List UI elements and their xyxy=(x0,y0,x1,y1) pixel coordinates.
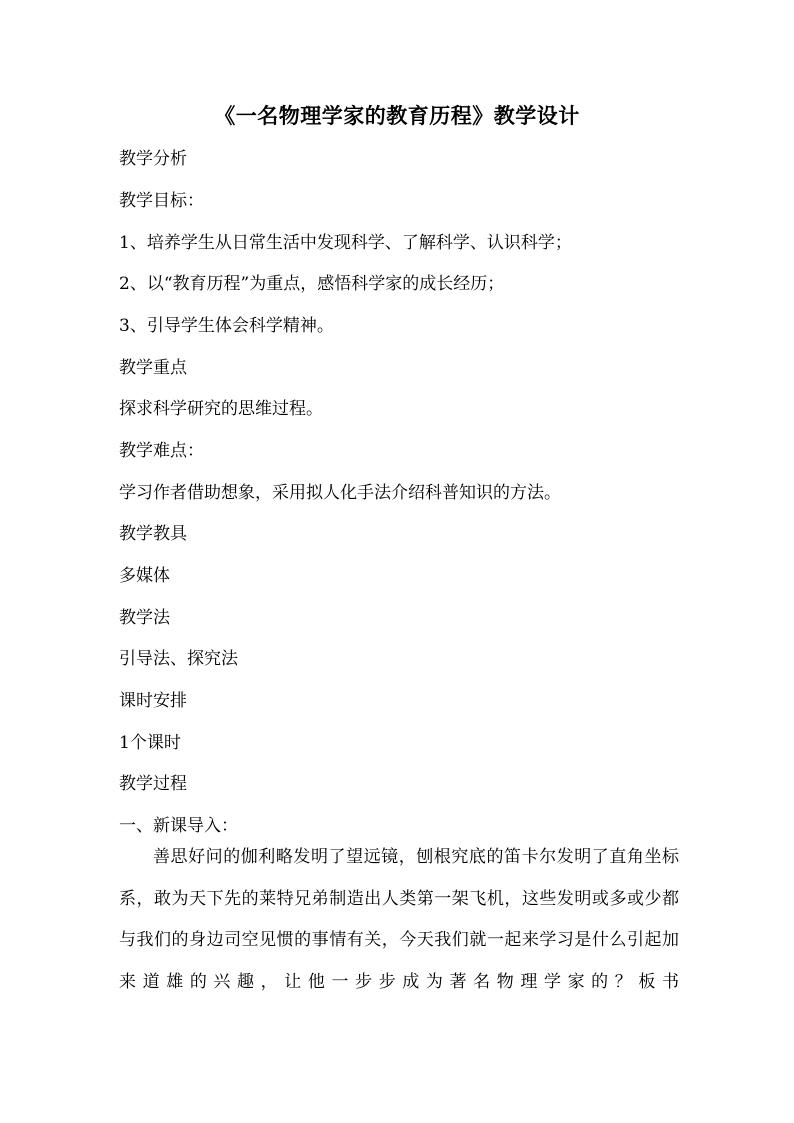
heading-teaching-methods: 教学法 xyxy=(119,608,170,628)
teaching-aids-text: 多媒体 xyxy=(119,566,170,586)
heading-schedule: 课时安排 xyxy=(119,691,187,711)
objective-item-3: 3、引导学生体会科学精神。 xyxy=(119,316,334,336)
heading-teaching-analysis: 教学分析 xyxy=(119,149,187,169)
document-title: 《一名物理学家的教育历程》教学设计 xyxy=(214,103,580,128)
teaching-methods-text: 引导法、探究法 xyxy=(119,649,238,669)
intro-paragraph: 善思好问的伽利略发明了望远镜，刨根究底的笛卡尔发明了直角坐标系，敢为天下先的莱特兄弟制造出人类第一架飞机，这些发明或多或少都与我们的身边司空见惯的事情有关，今天我们就一起来学习是什么引起加来道雄的兴趣，让他一步步成为著名物理学家的？板书 xyxy=(119,847,679,993)
heading-key-points: 教学重点 xyxy=(119,358,187,378)
objective-item-2: 2、以“教育历程”为重点，感悟科学家的成长经历； xyxy=(119,274,505,294)
key-points-text: 探求科学研究的思维过程。 xyxy=(119,399,323,419)
section-new-lesson-intro: 一、新课导入： xyxy=(119,816,238,836)
objective-item-1: 1、培养学生从日常生活中发现科学、了解科学、认识科学； xyxy=(119,233,572,253)
difficulties-text: 学习作者借助想象，采用拟人化手法介绍科普知识的方法。 xyxy=(119,483,561,503)
heading-teaching-aids: 教学教具 xyxy=(119,524,187,544)
heading-teaching-objectives: 教学目标： xyxy=(119,191,204,211)
intro-paragraph-block xyxy=(119,837,679,1004)
schedule-text: 1个课时 xyxy=(119,733,181,753)
heading-teaching-process: 教学过程 xyxy=(119,774,187,794)
heading-difficulties: 教学难点： xyxy=(119,441,204,461)
